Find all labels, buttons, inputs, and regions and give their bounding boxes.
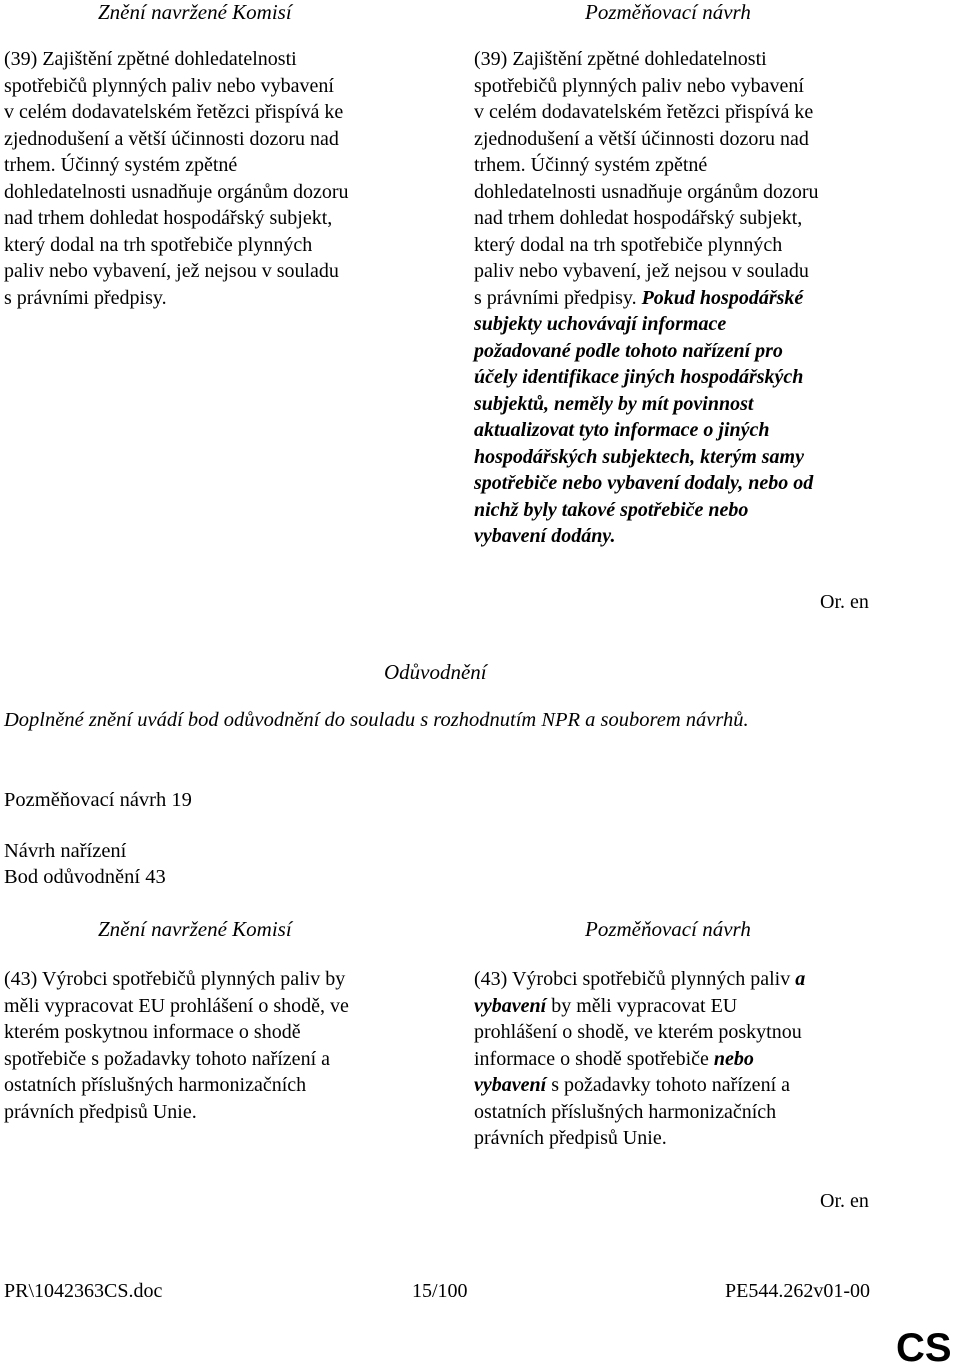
text-line: spotřebičů plynných paliv nebo vybavení	[474, 74, 804, 97]
commission-text-recital-43	[4, 966, 424, 1125]
text-line: zjednodušení a větší účinnosti dozoru nad	[4, 127, 339, 150]
footer-page-number: 15/100	[412, 1280, 468, 1302]
plain-part: s právními předpisy.	[474, 286, 642, 309]
added-text-line: subjektů, neměly by mít povinnost	[474, 392, 754, 415]
plain-part: s požadavky tohoto nařízení a	[546, 1074, 790, 1096]
text-line	[474, 285, 894, 312]
recital-label: Bod odůvodnění 43	[4, 866, 166, 888]
added-text: vybavení	[474, 994, 547, 1017]
right-column-header: Pozměňovací návrh	[585, 917, 751, 941]
text-line: v celém dodavatelském řetězci přispívá ke	[474, 101, 814, 123]
text-line: paliv nebo vybavení, jež nejsou v souladu	[4, 260, 339, 282]
original-language: Or. en	[820, 591, 869, 613]
text-line: paliv nebo vybavení, jež nejsou v souladu	[474, 260, 809, 282]
added-text: vybavení	[474, 1074, 547, 1096]
text-line	[474, 1072, 894, 1099]
plain-part: (43) Výrobci spotřebičů plynných paliv	[474, 968, 796, 990]
left-column-header: Znění navržené Komisí	[98, 0, 292, 24]
added-text: Pokud hospodářské	[641, 286, 804, 309]
language-code: CS	[896, 1326, 952, 1370]
plain-part: by měli vypracovat EU	[546, 994, 738, 1017]
text-line: právních předpisů Unie.	[474, 1127, 667, 1149]
amendment-title: Pozměňovací návrh 19	[4, 789, 192, 811]
footer-pe-ref: PE544.262v01-00	[725, 1280, 870, 1302]
commission-text-recital-39	[4, 46, 424, 311]
text-line: s právními předpisy.	[4, 286, 167, 309]
left-column-header: Znění navržené Komisí	[98, 917, 292, 941]
text-line: trhem. Účinný systém zpětné	[474, 154, 708, 176]
text-line: prohlášení o shodě, ve kterém poskytnou	[474, 1021, 802, 1043]
text-line: dohledatelnosti usnadňuje orgánům dozoru	[4, 180, 349, 203]
text-line: který dodal na trh spotřebiče plynných	[474, 233, 783, 256]
justification-text: Doplněné znění uvádí bod odůvodnění do souladu s rozhodnutím NPR a souborem návrhů.	[4, 709, 749, 731]
added-text-line: požadované podle tohoto nařízení pro	[474, 339, 783, 362]
added-text-line: nichž byly takové spotřebiče nebo	[474, 498, 749, 521]
text-line: měli vypracovat EU prohlášení o shodě, ve	[4, 994, 349, 1017]
text-line: (39) Zajištění zpětné dohledatelnosti	[4, 48, 297, 70]
added-text-line: vybavení dodány.	[474, 525, 616, 547]
plain-part: informace o shodě spotřebiče	[474, 1047, 714, 1070]
text-line: ostatních příslušných harmonizačních	[4, 1074, 307, 1096]
text-line: kterém poskytnou informace o shodě	[4, 1021, 301, 1043]
amendment-text-recital-39	[474, 46, 894, 550]
added-text-line: spotřebiče nebo vybavení dodaly, nebo od	[474, 472, 814, 494]
text-line	[474, 966, 894, 993]
text-line: nad trhem dohledat hospodářský subjekt,	[4, 207, 333, 229]
added-text: a	[795, 968, 806, 990]
text-line	[474, 993, 894, 1020]
text-line: právních předpisů Unie.	[4, 1100, 197, 1123]
amendment-text-recital-43	[474, 966, 894, 1152]
text-line: (39) Zajištění zpětné dohledatelnosti	[474, 48, 767, 70]
text-line: nad trhem dohledat hospodářský subjekt,	[474, 207, 803, 229]
added-text-line: účely identifikace jiných hospodářských	[474, 366, 804, 388]
text-line: který dodal na trh spotřebiče plynných	[4, 233, 313, 256]
text-line	[474, 1046, 894, 1073]
text-line: (43) Výrobci spotřebičů plynných paliv by	[4, 968, 346, 990]
proposal-label: Návrh nařízení	[4, 840, 127, 862]
text-line: dohledatelnosti usnadňuje orgánům dozoru	[474, 180, 819, 203]
added-text-line: subjekty uchovávají informace	[474, 313, 727, 335]
text-line: zjednodušení a větší účinnosti dozoru nad	[474, 127, 809, 150]
right-column-header: Pozměňovací návrh	[585, 0, 751, 24]
justification-heading: Odůvodnění	[384, 660, 487, 684]
text-line: ostatních příslušných harmonizačních	[474, 1100, 777, 1123]
text-line: trhem. Účinný systém zpětné	[4, 154, 238, 176]
text-line: v celém dodavatelském řetězci přispívá ke	[4, 101, 344, 123]
added-text-line: aktualizovat tyto informace o jiných	[474, 419, 770, 441]
text-line: spotřebiče s požadavky tohoto nařízení a	[4, 1047, 330, 1070]
text-line: spotřebičů plynných paliv nebo vybavení	[4, 74, 334, 97]
footer-doc-ref: PR\1042363CS.doc	[4, 1280, 163, 1302]
added-text: nebo	[713, 1047, 754, 1070]
original-language: Or. en	[820, 1190, 869, 1212]
added-text-line: hospodářských subjektech, kterým samy	[474, 445, 804, 468]
